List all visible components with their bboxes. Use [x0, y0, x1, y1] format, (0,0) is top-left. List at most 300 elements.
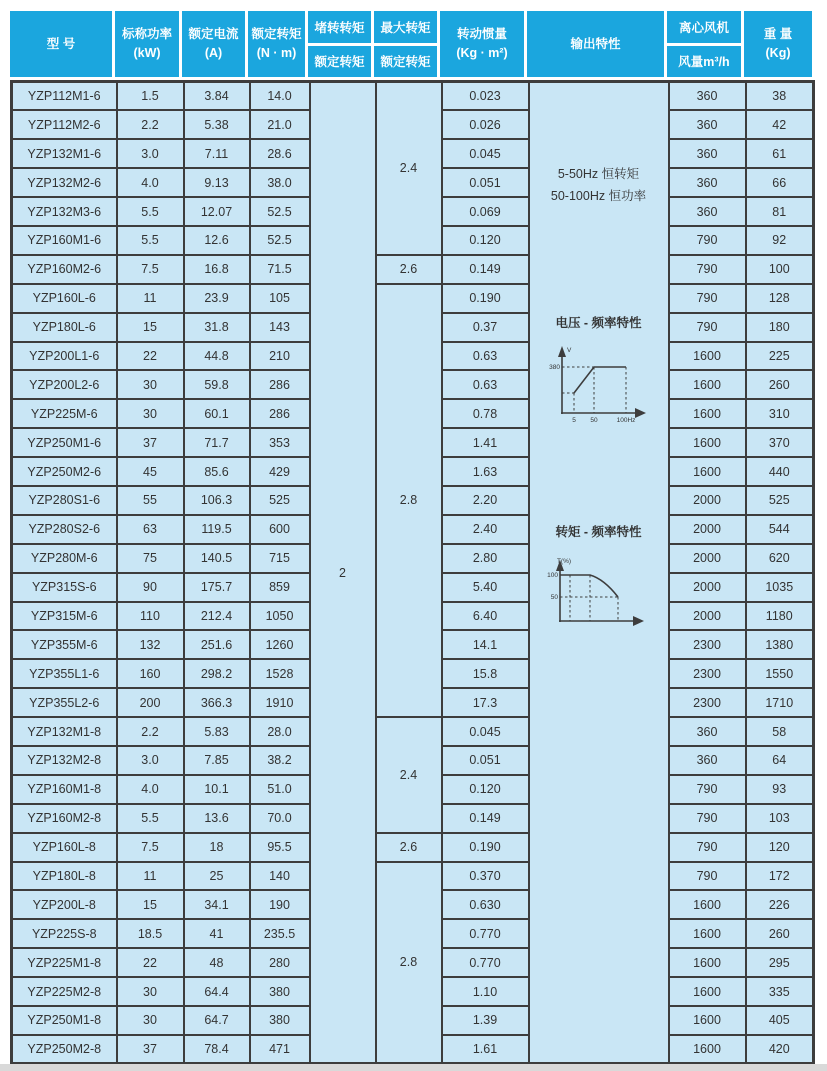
rated-current-cell: 23.9: [184, 284, 250, 313]
weight-cell: 128: [746, 284, 814, 313]
header-rated-torque: [248, 11, 308, 77]
header-airflow-unit: 风量m³/h: [678, 55, 730, 70]
airflow-cell: 790: [669, 226, 746, 255]
inertia-cell: 0.023: [442, 82, 529, 111]
header-inertia-label: 转动惯量: [456, 27, 507, 41]
rated-torque-cell: 429: [250, 457, 310, 486]
rated-torque-cell: 71.5: [250, 255, 310, 284]
rated-power-cell: 5.5: [117, 804, 184, 833]
header-locked-torque-numerator: 堵转转矩: [308, 11, 371, 46]
rated-power-cell: 5.5: [117, 226, 184, 255]
rated-power-cell: 160: [117, 659, 184, 688]
table-row: [12, 717, 814, 746]
weight-cell: 420: [746, 1035, 814, 1064]
rated-current-cell: 60.1: [184, 399, 250, 428]
rated-power-cell: 7.5: [117, 833, 184, 862]
rated-current-cell: 25: [184, 862, 250, 891]
rated-torque-cell: 52.5: [250, 197, 310, 226]
spec-table-body: [10, 80, 815, 1065]
airflow-cell: 790: [669, 804, 746, 833]
model-cell: YZP225M1-8: [12, 948, 117, 977]
rated-torque-cell: 286: [250, 370, 310, 399]
weight-cell: 295: [746, 948, 814, 977]
inertia-cell: 2.20: [442, 486, 529, 515]
table-row: [12, 82, 814, 111]
inertia-cell: 0.120: [442, 775, 529, 804]
rated-current-cell: 71.7: [184, 428, 250, 457]
vf-voltage-value: 380: [548, 364, 560, 371]
model-cell: YZP200L1-6: [12, 342, 117, 371]
airflow-cell: 1600: [669, 1006, 746, 1035]
rated-power-cell: 132: [117, 630, 184, 659]
rated-torque-cell: 38.2: [250, 746, 310, 775]
rated-current-cell: 48: [184, 948, 250, 977]
rated-current-cell: 64.7: [184, 1006, 250, 1035]
rated-torque-cell: 28.0: [250, 717, 310, 746]
weight-cell: 64: [746, 746, 814, 775]
airflow-cell: 2000: [669, 602, 746, 631]
header-rated-current-label: 额定电流: [188, 27, 239, 41]
rated-power-cell: 30: [117, 977, 184, 1006]
header-rated-current: [182, 11, 248, 77]
rated-torque-cell: 1260: [250, 630, 310, 659]
airflow-cell: 790: [669, 862, 746, 891]
rated-power-cell: 37: [117, 428, 184, 457]
const-torque-note: 5-50Hz 恒转矩: [557, 167, 640, 181]
tf-y-axis-label: T(%): [556, 558, 572, 565]
rated-torque-cell: 1050: [250, 602, 310, 631]
airflow-cell: 2000: [669, 486, 746, 515]
header-inertia: [440, 11, 527, 77]
table-header-row: [10, 11, 812, 77]
rated-torque-cell: 38.0: [250, 168, 310, 197]
airflow-cell: 360: [669, 168, 746, 197]
rated-current-cell: 3.84: [184, 82, 250, 111]
weight-cell: 58: [746, 717, 814, 746]
inertia-cell: 0.78: [442, 399, 529, 428]
table-row: [12, 862, 814, 891]
inertia-cell: 1.61: [442, 1035, 529, 1064]
rated-power-cell: 7.5: [117, 255, 184, 284]
inertia-cell: 0.63: [442, 370, 529, 399]
weight-cell: 1380: [746, 630, 814, 659]
inertia-cell: 0.370: [442, 862, 529, 891]
tf-tick-100: 100: [547, 572, 558, 579]
rated-torque-cell: 95.5: [250, 833, 310, 862]
page-bottom-edge: [0, 1064, 827, 1071]
weight-cell: 226: [746, 890, 814, 919]
inertia-cell: 0.770: [442, 919, 529, 948]
rated-power-cell: 3.0: [117, 139, 184, 168]
rated-torque-cell: 28.6: [250, 139, 310, 168]
airflow-cell: 360: [669, 197, 746, 226]
rated-current-cell: 7.11: [184, 139, 250, 168]
rated-current-cell: 78.4: [184, 1035, 250, 1064]
rated-power-cell: 5.5: [117, 197, 184, 226]
airflow-cell: 2000: [669, 573, 746, 602]
rated-current-cell: 251.6: [184, 630, 250, 659]
rated-torque-cell: 51.0: [250, 775, 310, 804]
airflow-cell: 790: [669, 255, 746, 284]
max-torque-ratio-cell: 2.6: [376, 255, 442, 284]
rated-torque-cell: 143: [250, 313, 310, 342]
inertia-cell: 15.8: [442, 659, 529, 688]
model-cell: YZP280S1-6: [12, 486, 117, 515]
header-rated-power-unit: (kW): [133, 46, 161, 60]
airflow-cell: 2000: [669, 544, 746, 573]
weight-cell: 310: [746, 399, 814, 428]
frequency-range-note: [530, 163, 668, 207]
model-cell: YZP355M-6: [12, 630, 117, 659]
header-inertia-unit: (Kg · m²): [456, 46, 508, 60]
rated-current-cell: 5.38: [184, 110, 250, 139]
header-weight: [744, 11, 812, 77]
model-cell: YZP200L2-6: [12, 370, 117, 399]
header-max-torque-numerator: 最大转矩: [374, 11, 437, 46]
rated-power-cell: 1.5: [117, 82, 184, 111]
model-cell: YZP160L-8: [12, 833, 117, 862]
header-weight-label: 重 量: [763, 27, 793, 41]
inertia-cell: 6.40: [442, 602, 529, 631]
rated-power-cell: 15: [117, 890, 184, 919]
header-weight-unit: (Kg): [765, 46, 791, 60]
model-cell: YZP112M1-6: [12, 82, 117, 111]
airflow-cell: 1600: [669, 919, 746, 948]
header-locked-torque-denominator: 额定转矩: [314, 55, 365, 70]
rated-torque-cell: 235.5: [250, 919, 310, 948]
weight-cell: 260: [746, 919, 814, 948]
airflow-cell: 360: [669, 110, 746, 139]
rated-power-cell: 30: [117, 1006, 184, 1035]
airflow-cell: 2300: [669, 630, 746, 659]
rated-power-cell: 3.0: [117, 746, 184, 775]
rated-current-cell: 18: [184, 833, 250, 862]
model-cell: YZP355L2-6: [12, 688, 117, 717]
inertia-cell: 1.39: [442, 1006, 529, 1035]
rated-current-cell: 12.07: [184, 197, 250, 226]
header-rated-torque-label: 额定转矩: [251, 27, 302, 41]
rated-current-cell: 13.6: [184, 804, 250, 833]
airflow-cell: 2000: [669, 515, 746, 544]
weight-cell: 260: [746, 370, 814, 399]
weight-cell: 370: [746, 428, 814, 457]
weight-cell: 405: [746, 1006, 814, 1035]
torque-frequency-title: 转矩 - 频率特性: [555, 525, 642, 539]
torque-frequency-graph: [546, 555, 651, 639]
spec-table: [10, 11, 812, 1065]
table-row: [12, 255, 814, 284]
rated-current-cell: 34.1: [184, 890, 250, 919]
model-cell: YZP225S-8: [12, 919, 117, 948]
rated-current-cell: 212.4: [184, 602, 250, 631]
rated-current-cell: 9.13: [184, 168, 250, 197]
weight-cell: 92: [746, 226, 814, 255]
airflow-cell: 790: [669, 313, 746, 342]
rated-power-cell: 30: [117, 399, 184, 428]
rated-power-cell: 110: [117, 602, 184, 631]
rated-torque-cell: 1910: [250, 688, 310, 717]
airflow-cell: 360: [669, 717, 746, 746]
airflow-cell: 1600: [669, 1035, 746, 1064]
rated-torque-cell: 14.0: [250, 82, 310, 111]
inertia-cell: 0.37: [442, 313, 529, 342]
max-torque-ratio-cell: 2.8: [376, 284, 442, 717]
weight-cell: 525: [746, 486, 814, 515]
max-torque-ratio-cell: 2.8: [376, 862, 442, 1064]
header-model: [10, 11, 115, 77]
inertia-cell: 0.045: [442, 139, 529, 168]
inertia-cell: 14.1: [442, 630, 529, 659]
model-cell: YZP315M-6: [12, 602, 117, 631]
inertia-cell: 0.770: [442, 948, 529, 977]
airflow-cell: 1600: [669, 370, 746, 399]
model-cell: YZP160M2-8: [12, 804, 117, 833]
airflow-cell: 2300: [669, 659, 746, 688]
rated-current-cell: 298.2: [184, 659, 250, 688]
inertia-cell: 17.3: [442, 688, 529, 717]
inertia-cell: 2.80: [442, 544, 529, 573]
weight-cell: 66: [746, 168, 814, 197]
table-row: [12, 284, 814, 313]
vf-tick-50: 50: [589, 417, 598, 424]
header-max-torque-ratio: [374, 11, 440, 77]
model-cell: YZP315S-6: [12, 573, 117, 602]
header-output-characteristics-label: 输出特性: [570, 36, 621, 51]
rated-torque-cell: 286: [250, 399, 310, 428]
const-power-note: 50-100Hz 恒功率: [550, 189, 647, 203]
weight-cell: 180: [746, 313, 814, 342]
model-cell: YZP160M1-6: [12, 226, 117, 255]
weight-cell: 544: [746, 515, 814, 544]
rated-power-cell: 75: [117, 544, 184, 573]
rated-power-cell: 45: [117, 457, 184, 486]
header-max-torque-denominator: 额定转矩: [380, 55, 431, 70]
weight-cell: 1550: [746, 659, 814, 688]
weight-cell: 620: [746, 544, 814, 573]
rated-power-cell: 2.2: [117, 717, 184, 746]
airflow-cell: 790: [669, 775, 746, 804]
rated-current-cell: 140.5: [184, 544, 250, 573]
rated-power-cell: 22: [117, 342, 184, 371]
model-cell: YZP225M2-8: [12, 977, 117, 1006]
rated-current-cell: 44.8: [184, 342, 250, 371]
rated-torque-cell: 471: [250, 1035, 310, 1064]
model-cell: YZP250M2-6: [12, 457, 117, 486]
model-cell: YZP225M-6: [12, 399, 117, 428]
rated-power-cell: 15: [117, 313, 184, 342]
vf-tick-5: 5: [571, 417, 576, 424]
weight-cell: 120: [746, 833, 814, 862]
rated-current-cell: 59.8: [184, 370, 250, 399]
rated-torque-cell: 600: [250, 515, 310, 544]
rated-power-cell: 18.5: [117, 919, 184, 948]
rated-current-cell: 12.6: [184, 226, 250, 255]
inertia-cell: 0.149: [442, 804, 529, 833]
airflow-cell: 360: [669, 139, 746, 168]
weight-cell: 335: [746, 977, 814, 1006]
model-cell: YZP132M2-6: [12, 168, 117, 197]
rated-torque-cell: 105: [250, 284, 310, 313]
rated-torque-cell: 280: [250, 948, 310, 977]
voltage-frequency-title: 电压 - 频率特性: [555, 316, 642, 330]
model-cell: YZP250M1-8: [12, 1006, 117, 1035]
rated-torque-cell: 715: [250, 544, 310, 573]
rated-torque-cell: 859: [250, 573, 310, 602]
model-cell: YZP132M2-8: [12, 746, 117, 775]
rated-current-cell: 64.4: [184, 977, 250, 1006]
output-characteristics-content: [530, 83, 668, 1061]
rated-torque-cell: 140: [250, 862, 310, 891]
weight-cell: 440: [746, 457, 814, 486]
inertia-cell: 0.149: [442, 255, 529, 284]
rated-current-cell: 41: [184, 919, 250, 948]
weight-cell: 93: [746, 775, 814, 804]
inertia-cell: 2.40: [442, 515, 529, 544]
model-cell: YZP280S2-6: [12, 515, 117, 544]
rated-current-cell: 175.7: [184, 573, 250, 602]
inertia-cell: 0.051: [442, 168, 529, 197]
weight-cell: 1180: [746, 602, 814, 631]
header-rated-current-unit: (A): [204, 46, 223, 60]
locked-torque-ratio-cell: 2: [310, 82, 376, 1064]
rated-torque-cell: 525: [250, 486, 310, 515]
airflow-cell: 1600: [669, 399, 746, 428]
rated-power-cell: 30: [117, 370, 184, 399]
vf-tick-100hz: 100Hz: [616, 417, 635, 424]
vf-y-axis-label: V: [566, 347, 571, 354]
header-rated-power: [115, 11, 182, 77]
rated-current-cell: 106.3: [184, 486, 250, 515]
rated-torque-cell: 70.0: [250, 804, 310, 833]
weight-cell: 225: [746, 342, 814, 371]
rated-power-cell: 4.0: [117, 168, 184, 197]
inertia-cell: 1.41: [442, 428, 529, 457]
max-torque-ratio-cell: 2.4: [376, 717, 442, 833]
inertia-cell: 0.051: [442, 746, 529, 775]
rated-current-cell: 366.3: [184, 688, 250, 717]
header-rated-torque-unit: (N · m): [256, 46, 297, 60]
weight-cell: 172: [746, 862, 814, 891]
weight-cell: 103: [746, 804, 814, 833]
airflow-cell: 1600: [669, 428, 746, 457]
inertia-cell: 0.120: [442, 226, 529, 255]
max-torque-ratio-cell: 2.6: [376, 833, 442, 862]
model-cell: YZP250M1-6: [12, 428, 117, 457]
header-locked-torque-ratio: [308, 11, 374, 77]
rated-power-cell: 2.2: [117, 110, 184, 139]
weight-cell: 42: [746, 110, 814, 139]
rated-current-cell: 119.5: [184, 515, 250, 544]
rated-power-cell: 37: [117, 1035, 184, 1064]
output-characteristics-cell: [529, 82, 669, 1064]
model-cell: YZP250M2-8: [12, 1035, 117, 1064]
model-cell: YZP160M2-6: [12, 255, 117, 284]
model-cell: YZP112M2-6: [12, 110, 117, 139]
rated-torque-cell: 210: [250, 342, 310, 371]
rated-torque-cell: 353: [250, 428, 310, 457]
rated-power-cell: 22: [117, 948, 184, 977]
header-centrifugal-fan-label: 离心风机: [667, 11, 741, 46]
airflow-cell: 1600: [669, 948, 746, 977]
rated-current-cell: 85.6: [184, 457, 250, 486]
rated-torque-cell: 380: [250, 977, 310, 1006]
model-cell: YZP180L-6: [12, 313, 117, 342]
rated-current-cell: 16.8: [184, 255, 250, 284]
rated-power-cell: 11: [117, 284, 184, 313]
inertia-cell: 0.190: [442, 833, 529, 862]
inertia-cell: 1.10: [442, 977, 529, 1006]
model-cell: YZP160M1-8: [12, 775, 117, 804]
model-cell: YZP132M1-6: [12, 139, 117, 168]
inertia-cell: 0.190: [442, 284, 529, 313]
airflow-cell: 1600: [669, 977, 746, 1006]
rated-power-cell: 90: [117, 573, 184, 602]
model-cell: YZP200L-8: [12, 890, 117, 919]
inertia-cell: 0.63: [442, 342, 529, 371]
model-cell: YZP132M3-6: [12, 197, 117, 226]
table-row: [12, 833, 814, 862]
model-cell: YZP160L-6: [12, 284, 117, 313]
rated-current-cell: 31.8: [184, 313, 250, 342]
header-model-label: 型 号: [46, 36, 76, 51]
inertia-cell: 0.630: [442, 890, 529, 919]
airflow-cell: 360: [669, 746, 746, 775]
rated-current-cell: 5.83: [184, 717, 250, 746]
tf-tick-50: 50: [550, 594, 558, 601]
inertia-cell: 0.026: [442, 110, 529, 139]
voltage-frequency-graph: [548, 343, 650, 433]
header-centrifugal-fan: [667, 11, 744, 77]
rated-current-cell: 10.1: [184, 775, 250, 804]
inertia-cell: 0.045: [442, 717, 529, 746]
airflow-cell: 1600: [669, 890, 746, 919]
model-cell: YZP355L1-6: [12, 659, 117, 688]
weight-cell: 1035: [746, 573, 814, 602]
weight-cell: 1710: [746, 688, 814, 717]
rated-power-cell: 63: [117, 515, 184, 544]
model-cell: YZP280M-6: [12, 544, 117, 573]
header-output-characteristics: [527, 11, 667, 77]
weight-cell: 81: [746, 197, 814, 226]
weight-cell: 38: [746, 82, 814, 111]
rated-power-cell: 4.0: [117, 775, 184, 804]
airflow-cell: 2300: [669, 688, 746, 717]
max-torque-ratio-cell: 2.4: [376, 82, 442, 255]
inertia-cell: 0.069: [442, 197, 529, 226]
rated-torque-cell: 1528: [250, 659, 310, 688]
model-cell: YZP180L-8: [12, 862, 117, 891]
model-cell: YZP132M1-8: [12, 717, 117, 746]
rated-current-cell: 7.85: [184, 746, 250, 775]
rated-torque-cell: 21.0: [250, 110, 310, 139]
inertia-cell: 1.63: [442, 457, 529, 486]
header-rated-power-label: 标称功率: [121, 27, 172, 41]
rated-power-cell: 200: [117, 688, 184, 717]
airflow-cell: 790: [669, 284, 746, 313]
rated-power-cell: 11: [117, 862, 184, 891]
rated-torque-cell: 380: [250, 1006, 310, 1035]
weight-cell: 100: [746, 255, 814, 284]
airflow-cell: 1600: [669, 457, 746, 486]
rated-torque-cell: 190: [250, 890, 310, 919]
airflow-cell: 790: [669, 833, 746, 862]
inertia-cell: 5.40: [442, 573, 529, 602]
airflow-cell: 360: [669, 82, 746, 111]
rated-power-cell: 55: [117, 486, 184, 515]
rated-torque-cell: 52.5: [250, 226, 310, 255]
airflow-cell: 1600: [669, 342, 746, 371]
weight-cell: 61: [746, 139, 814, 168]
